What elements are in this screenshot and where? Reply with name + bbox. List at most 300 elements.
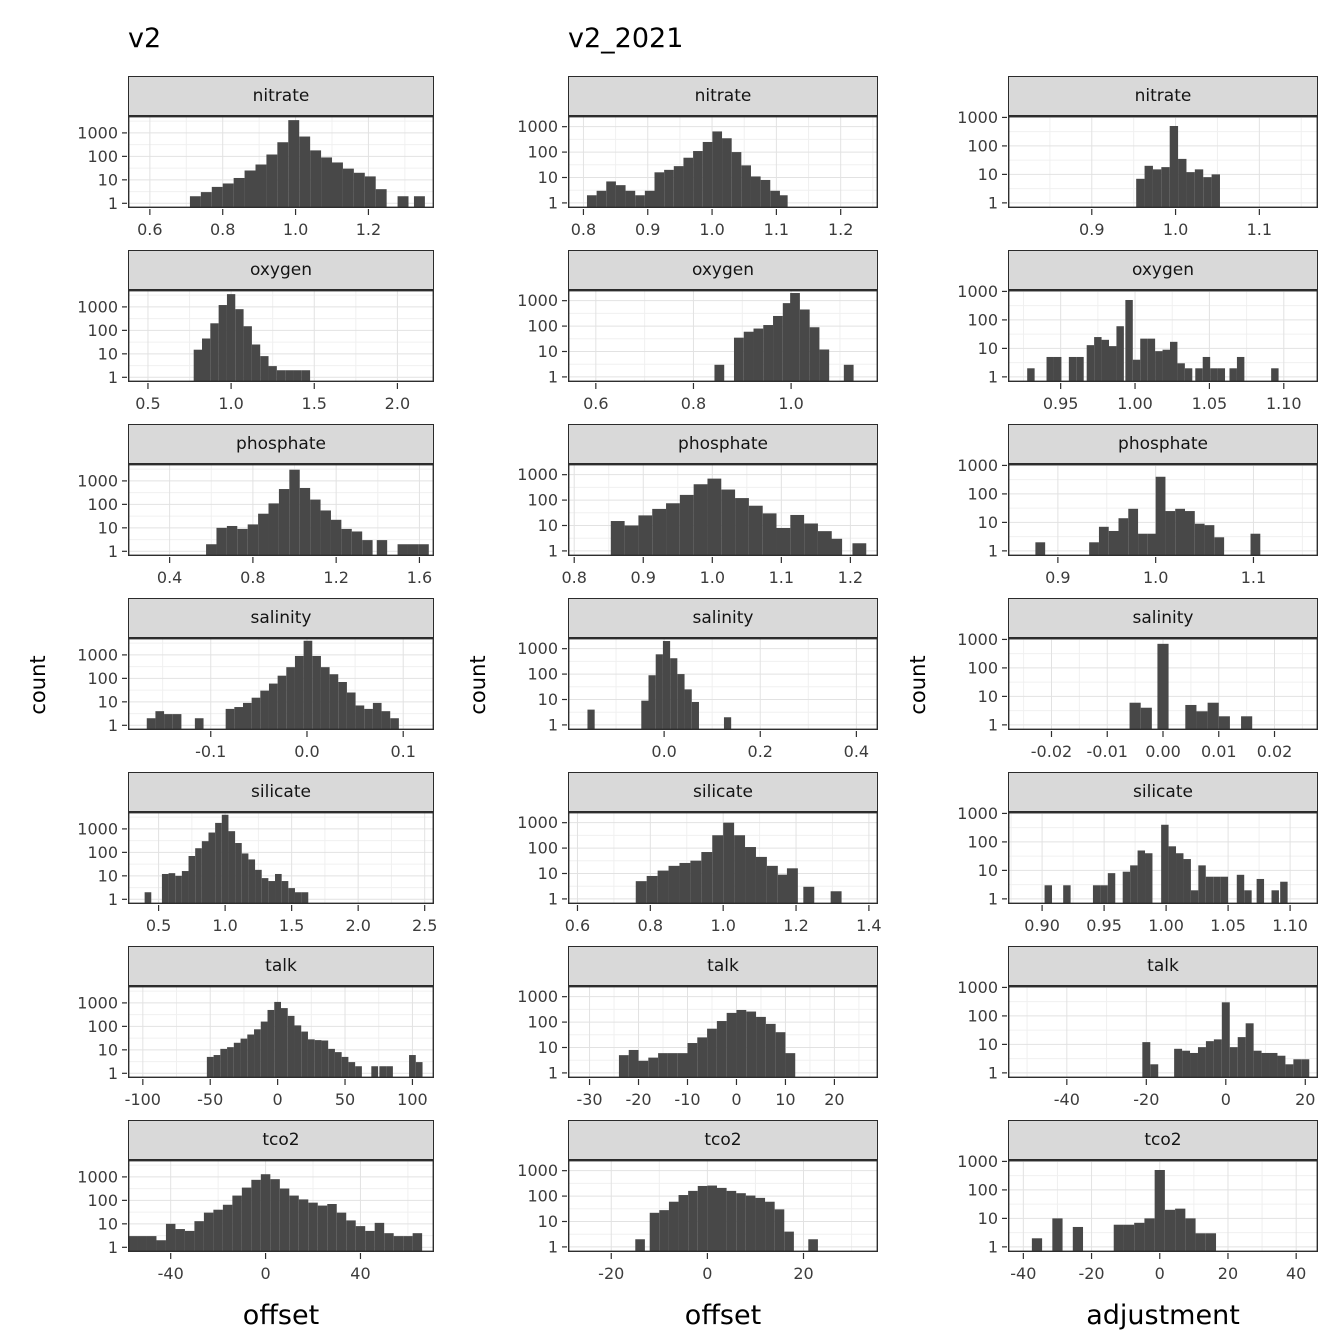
histogram-bar <box>202 841 209 904</box>
histogram-bar <box>414 196 425 208</box>
y-tick-label: 1 <box>547 541 558 561</box>
histogram-bar <box>279 489 289 556</box>
histogram-bar <box>258 514 268 556</box>
histogram-bar <box>1108 873 1115 904</box>
histogram-bar <box>302 370 310 382</box>
histogram-bar <box>746 1012 756 1078</box>
x-tick-label: 40 <box>1285 1264 1307 1283</box>
x-tick-label: 1.10 <box>1265 394 1302 413</box>
histogram-bar <box>652 509 666 556</box>
histogram-bar <box>1032 1238 1042 1252</box>
histogram-bar <box>1142 1042 1150 1078</box>
histogram-bar <box>1114 1225 1124 1252</box>
x-tick-label: 1.0 <box>212 916 238 935</box>
histogram-bar <box>1293 1059 1301 1078</box>
histogram-bar <box>1272 890 1279 904</box>
histogram-bar <box>1116 326 1123 382</box>
facet-plot-phosphate <box>504 464 894 598</box>
histogram-bar <box>244 326 252 382</box>
histogram-bar <box>216 528 226 556</box>
histogram-bar <box>220 1049 227 1078</box>
x-tick-label: -0.02 <box>1030 742 1073 761</box>
x-tick-label: -20 <box>625 1090 652 1109</box>
histogram-bar <box>242 1188 251 1252</box>
facet-plot-talk <box>944 977 1334 1120</box>
histogram-bar <box>819 349 829 382</box>
x-tick-label: 0.8 <box>209 220 236 239</box>
facet-oxygen <box>944 250 1318 424</box>
x-tick-label: -40 <box>1010 1264 1037 1283</box>
y-tick-label: 1 <box>107 715 118 735</box>
histogram-bar <box>145 892 152 904</box>
x-tick-label: 0.9 <box>1079 220 1105 239</box>
histogram-bar <box>1244 890 1251 904</box>
histogram-bar <box>321 157 332 208</box>
x-tick-label: 10 <box>775 1090 796 1109</box>
histogram-bar <box>269 684 278 730</box>
histogram-bar <box>636 881 647 904</box>
x-tick-label: 1.1 <box>1246 220 1273 239</box>
histogram-bar <box>697 1037 707 1078</box>
histogram-bar <box>619 1055 629 1078</box>
x-tick-label: 1.5 <box>278 916 305 935</box>
facet-silicate <box>944 772 1318 946</box>
facet-nitrate <box>64 76 444 250</box>
y-tick-label: 1000 <box>517 813 558 833</box>
histogram-bar <box>707 1186 717 1252</box>
histogram-bar <box>664 170 674 208</box>
histogram-bar <box>1165 511 1175 556</box>
x-tick-label: 0.8 <box>570 220 597 239</box>
x-tick-label: 1.10 <box>1272 916 1308 935</box>
histogram-bar <box>1155 351 1162 382</box>
facet-strip-phosphate: phosphate <box>568 424 878 464</box>
histogram-bar <box>1196 711 1207 730</box>
y-tick-label: 10 <box>977 164 998 184</box>
histogram-bar <box>247 1035 254 1078</box>
histogram-bar <box>394 1236 403 1252</box>
histogram-bar <box>803 887 814 904</box>
facet-plot-phosphate <box>944 455 1334 598</box>
histogram-bar <box>669 1202 679 1252</box>
histogram-bar <box>852 543 866 556</box>
y-tick-label: 1 <box>107 1237 118 1257</box>
facet-talk <box>64 946 444 1120</box>
histogram-bar <box>1069 357 1076 382</box>
histogram-bar <box>147 1236 156 1252</box>
histogram-bar <box>228 831 235 904</box>
x-axis-label: adjustment <box>1086 1300 1240 1331</box>
histogram-bar <box>1206 877 1213 904</box>
histogram-bar <box>343 169 354 208</box>
histogram-bar <box>302 892 309 904</box>
x-tick-label: 0.6 <box>564 916 591 935</box>
histogram-bar <box>288 888 295 904</box>
y-tick-label: 10 <box>977 1034 998 1054</box>
x-tick-label: 1.00 <box>1148 916 1184 935</box>
histogram-bar <box>262 878 269 904</box>
x-tick-label: -40 <box>1053 1090 1080 1109</box>
histogram-bar <box>301 1032 308 1078</box>
histogram-bar <box>1089 542 1099 556</box>
histogram-bar <box>227 526 237 556</box>
histogram-bar <box>408 544 418 556</box>
histogram-bar <box>266 155 277 208</box>
histogram-bar <box>597 191 607 208</box>
facet-tco2 <box>64 1120 444 1294</box>
y-tick-label: 1000 <box>957 455 998 475</box>
histogram-bar <box>268 881 275 904</box>
histogram-bar <box>281 1008 288 1078</box>
facet-strip-oxygen: oxygen <box>1008 250 1318 290</box>
y-tick-label: 1 <box>107 193 118 213</box>
histogram-bar <box>1047 357 1054 382</box>
x-axis-label: offset <box>242 1300 320 1331</box>
histogram-bar <box>1203 357 1210 382</box>
y-tick-label: 10 <box>97 692 118 712</box>
histogram-bar <box>1156 477 1166 556</box>
histogram-bar <box>318 1206 327 1252</box>
y-tick-label: 1000 <box>957 803 998 823</box>
histogram-bar <box>1161 825 1168 904</box>
histogram-bar <box>736 1193 746 1252</box>
histogram-bar <box>698 1186 708 1252</box>
histogram-bar <box>1119 518 1129 556</box>
histogram-bar <box>255 870 262 904</box>
histogram-bar <box>790 515 804 556</box>
facet-oxygen <box>504 250 878 424</box>
histogram-bar <box>260 691 269 730</box>
histogram-bar <box>784 1232 794 1252</box>
histogram-bar <box>384 1233 393 1252</box>
histogram-bar <box>327 1204 336 1252</box>
x-tick-label: 1.5 <box>301 394 327 413</box>
histogram-bar <box>210 323 218 382</box>
histogram-bar <box>1073 1227 1083 1252</box>
histogram-bar <box>288 1016 295 1078</box>
facet-plot-salinity <box>944 629 1334 772</box>
facet-strip-talk: talk <box>128 946 434 986</box>
histogram-bar <box>348 1062 355 1078</box>
histogram-bar <box>194 1221 203 1252</box>
histogram-bar <box>321 667 330 730</box>
y-tick-label: 1 <box>107 889 118 909</box>
y-tick-label: 1000 <box>77 819 118 839</box>
x-tick-label: 0.8 <box>561 568 587 587</box>
histogram-bar <box>1178 159 1186 208</box>
y-tick-label: 10 <box>977 686 998 706</box>
y-tick-label: 100 <box>967 658 998 678</box>
y-tick-label: 10 <box>97 344 118 364</box>
histogram-bar <box>1214 537 1224 556</box>
histogram-bar <box>808 1239 818 1252</box>
histogram-bar <box>379 1066 386 1078</box>
histogram-bar <box>328 1049 335 1078</box>
histogram-bar <box>128 1236 137 1252</box>
facet-stack <box>64 76 444 1294</box>
facet-plot-talk <box>504 986 894 1120</box>
histogram-bar <box>1125 300 1132 382</box>
facet-phosphate <box>64 424 444 598</box>
x-tick-label: 0.5 <box>135 394 161 413</box>
y-tick-label: 1000 <box>517 291 558 311</box>
histogram-bar <box>295 892 302 904</box>
y-tick-label: 1 <box>547 889 558 909</box>
facet-strip-phosphate: phosphate <box>128 424 434 464</box>
histogram-bar <box>346 1220 355 1252</box>
histogram-bar <box>1221 877 1228 904</box>
histogram-bar <box>1099 527 1109 556</box>
column-adjustment <box>908 0 1318 1340</box>
histogram-bar <box>635 195 645 208</box>
facet-strip-talk: talk <box>568 946 878 986</box>
histogram-bar <box>1136 179 1144 208</box>
histogram-bar <box>147 718 156 730</box>
histogram-bar <box>1195 169 1203 208</box>
histogram-bar <box>386 1066 393 1078</box>
facet-plot-nitrate <box>504 116 894 250</box>
histogram-bar <box>162 874 169 904</box>
histogram-bar <box>214 1055 221 1078</box>
histogram-bar <box>1185 705 1196 730</box>
y-tick-label: 100 <box>967 136 998 156</box>
x-tick-label: 0.1 <box>390 742 416 761</box>
histogram-bar <box>692 702 699 730</box>
histogram-bar <box>776 1032 786 1078</box>
histogram-bar <box>335 1052 342 1078</box>
histogram-bar <box>277 370 285 382</box>
histogram-bar <box>756 857 767 904</box>
facet-strip-nitrate: nitrate <box>128 76 434 116</box>
histogram-bar <box>371 1066 378 1078</box>
histogram-bar <box>201 192 212 208</box>
histogram-bar <box>1229 368 1236 382</box>
histogram-bar <box>234 178 245 208</box>
y-axis-label: count <box>906 655 930 715</box>
facet-plot-oxygen <box>64 290 450 424</box>
histogram-bar <box>403 1236 412 1252</box>
histogram-bar <box>778 195 788 208</box>
histogram-bar <box>337 1213 346 1252</box>
histogram-bar <box>701 852 712 904</box>
x-tick-label: 20 <box>793 1264 814 1283</box>
histogram-bar <box>668 1053 678 1078</box>
x-tick-label: 1.0 <box>699 220 725 239</box>
histogram-bar <box>677 674 684 730</box>
x-tick-label: 1.0 <box>699 568 726 587</box>
histogram-bar <box>223 183 234 208</box>
y-tick-label: 100 <box>967 1006 998 1026</box>
histogram-bar <box>1138 850 1145 904</box>
histogram-bar <box>606 181 616 208</box>
histogram-bar <box>300 488 310 556</box>
histogram-bar <box>722 138 732 208</box>
histogram-bar <box>1045 885 1052 904</box>
histogram-bar <box>274 1002 281 1078</box>
histogram-bar <box>717 1188 727 1252</box>
facet-plot-nitrate <box>64 116 450 250</box>
facet-talk <box>504 946 878 1120</box>
facet-stack <box>504 76 882 1294</box>
histogram-bar <box>635 1239 645 1252</box>
histogram-bar <box>647 876 658 904</box>
histogram-bar <box>625 526 639 556</box>
y-tick-label: 1 <box>987 889 998 909</box>
histogram-bar <box>194 350 202 382</box>
histogram-bar <box>1063 885 1070 904</box>
histogram-bar <box>1027 368 1034 382</box>
histogram-bar <box>680 495 694 556</box>
histogram-bar <box>278 676 287 730</box>
x-tick-label: -30 <box>576 1090 603 1109</box>
y-tick-label: 10 <box>97 1214 118 1234</box>
x-tick-label: 0 <box>702 1264 713 1283</box>
y-tick-label: 10 <box>537 690 558 710</box>
histogram-bar <box>734 338 744 382</box>
histogram-bar <box>650 1213 660 1252</box>
x-tick-label: 1.2 <box>323 568 349 587</box>
histogram-bar <box>1094 337 1101 382</box>
histogram-bar <box>1161 167 1169 208</box>
histogram-bar <box>308 1039 315 1078</box>
x-tick-label: -40 <box>157 1264 184 1283</box>
facet-strip-silicate: silicate <box>568 772 878 812</box>
histogram-bar <box>310 150 321 208</box>
facet-salinity <box>64 598 444 772</box>
x-tick-label: 1.05 <box>1210 916 1246 935</box>
histogram-bar <box>294 1025 301 1078</box>
x-tick-label: 0.90 <box>1024 916 1060 935</box>
histogram-bar <box>679 1195 689 1252</box>
facet-tco2 <box>504 1120 878 1294</box>
histogram-bar <box>1208 703 1219 730</box>
facet-plot-silicate <box>64 812 450 946</box>
facet-plot-salinity <box>504 638 894 772</box>
histogram-bar <box>804 523 818 556</box>
histogram-bar <box>1218 368 1225 382</box>
histogram-bar <box>674 166 684 208</box>
y-tick-label: 1 <box>547 367 558 387</box>
y-axis-label: count <box>26 655 50 715</box>
histogram-bar <box>155 711 164 730</box>
facet-plot-nitrate <box>944 107 1334 250</box>
histogram-bar <box>261 1174 270 1252</box>
facet-strip-tco2: tco2 <box>128 1120 434 1160</box>
x-tick-label: 1.0 <box>1162 220 1189 239</box>
histogram-bar <box>260 356 268 382</box>
histogram-bar <box>213 1210 222 1252</box>
y-tick-label: 100 <box>87 842 118 862</box>
histogram-bar <box>1035 542 1045 556</box>
histogram-bar <box>1230 1047 1238 1078</box>
y-tick-label: 1 <box>107 367 118 387</box>
x-tick-label: -20 <box>598 1264 625 1283</box>
histogram-bar <box>1206 1233 1216 1252</box>
histogram-bar <box>659 1210 669 1252</box>
histogram-bar <box>173 714 182 730</box>
y-tick-label: 100 <box>87 494 118 514</box>
y-tick-label: 10 <box>977 860 998 880</box>
histogram-bar <box>1301 1059 1309 1078</box>
histogram-bar <box>299 137 310 208</box>
y-tick-label: 1000 <box>957 281 998 301</box>
histogram-bar <box>1214 1039 1222 1078</box>
y-tick-label: 100 <box>87 668 118 688</box>
x-tick-label: 50 <box>334 1090 356 1109</box>
histogram-bar <box>1210 368 1217 382</box>
y-tick-label: 10 <box>977 1208 998 1228</box>
histogram-bar <box>1109 346 1116 382</box>
histogram-bar <box>1195 524 1205 556</box>
histogram-bar <box>1222 1002 1230 1078</box>
x-tick-label: -20 <box>1078 1264 1105 1283</box>
y-tick-label: 1 <box>107 1063 118 1083</box>
y-tick-label: 100 <box>967 484 998 504</box>
histogram-bar <box>1277 1056 1285 1078</box>
histogram-bar <box>1177 363 1184 382</box>
x-tick-label: 1.0 <box>710 916 736 935</box>
histogram-bar <box>268 1010 275 1078</box>
histogram-bar <box>638 515 652 556</box>
histogram-bar <box>648 1058 658 1078</box>
column-title-v2-2021: v2_2021 <box>568 22 684 54</box>
histogram-bar <box>226 709 235 730</box>
histogram-bar <box>1251 534 1261 556</box>
histogram-bar <box>312 656 321 730</box>
histogram-bar <box>364 709 373 730</box>
histogram-bar <box>1157 644 1168 730</box>
y-tick-label: 1000 <box>517 639 558 659</box>
histogram-bar <box>1054 357 1061 382</box>
x-tick-label: 0.6 <box>137 220 163 239</box>
histogram-bar <box>844 365 854 382</box>
histogram-bar <box>775 1209 785 1252</box>
x-tick-label: -0.01 <box>1086 742 1128 761</box>
facet-phosphate <box>944 424 1318 598</box>
histogram-bar <box>736 1010 746 1078</box>
histogram-bar <box>669 866 680 904</box>
histogram-bar <box>626 191 636 208</box>
x-tick-label: 20 <box>1295 1090 1316 1109</box>
histogram-bar <box>190 196 201 208</box>
y-tick-label: 1000 <box>957 977 998 997</box>
histogram-bar <box>693 151 703 208</box>
histogram-bar <box>356 705 365 730</box>
histogram-bar <box>234 707 243 730</box>
facet-oxygen <box>64 250 444 424</box>
histogram-bar <box>1183 859 1190 904</box>
x-tick-label: -0.1 <box>195 742 227 761</box>
histogram-bar <box>763 513 777 556</box>
histogram-bar <box>658 871 669 904</box>
y-tick-label: 1 <box>547 193 558 213</box>
histogram-bar <box>285 370 293 382</box>
histogram-bar <box>204 1213 213 1252</box>
y-tick-label: 1000 <box>517 465 558 485</box>
histogram-bar <box>724 717 731 730</box>
histogram-bar <box>810 327 820 382</box>
histogram-bar <box>787 868 798 904</box>
histogram-bar <box>390 718 399 730</box>
y-tick-label: 1000 <box>517 987 558 1007</box>
y-tick-label: 100 <box>87 320 118 340</box>
facet-strip-tco2: tco2 <box>1008 1120 1318 1160</box>
histogram-bar <box>703 142 713 208</box>
facet-plot-silicate <box>944 803 1334 946</box>
x-tick-label: 0.6 <box>583 394 609 413</box>
histogram-bar <box>616 185 626 208</box>
x-tick-label: 1.0 <box>778 394 804 413</box>
